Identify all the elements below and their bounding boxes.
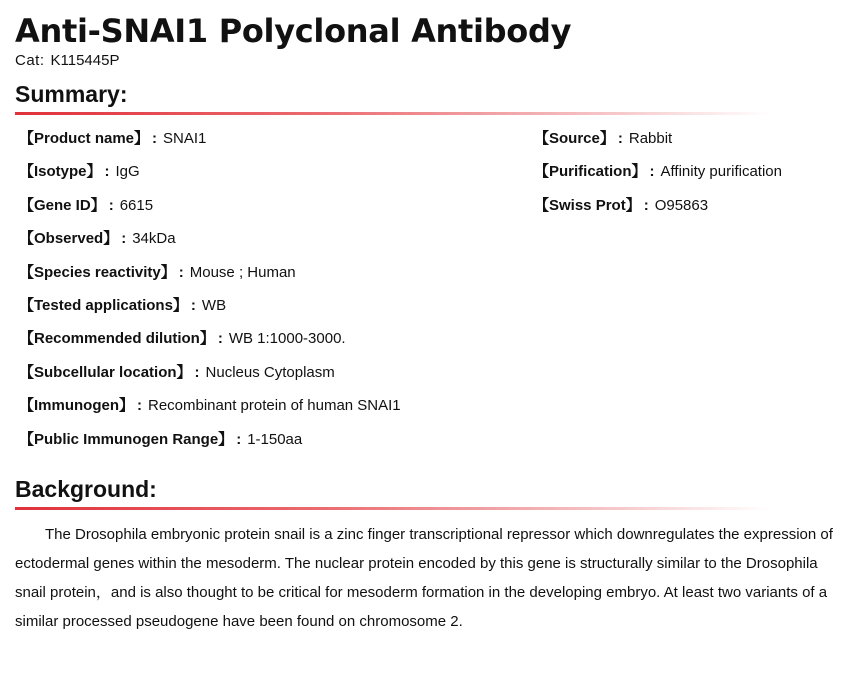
summary-left-column: [19, 129, 401, 463]
field-public-immunogen-range: 【Public Immunogen Range】 : 1-150aa: [19, 430, 303, 448]
field-isotype: 【Isotype】 : IgG: [19, 163, 140, 181]
background-divider: [15, 507, 770, 510]
summary-section: [15, 80, 835, 451]
field-immunogen: 【Immunogen】 : Recombinant protein of human SNAI1: [19, 397, 401, 415]
field-subcellular-location: 【Subcellular location】 : Nucleus Cytoplasm: [19, 363, 335, 381]
catalog-value: K115445P: [50, 52, 120, 69]
catalog-number: [15, 52, 835, 70]
page-title: Anti-SNAI1 Polyclonal Antibody: [15, 12, 572, 50]
background-paragraph: The Drosophila embryonic protein snail is a zinc finger transcriptional repressor which downregulates the expression of ectodermal genes within the mesoderm. The nuclear protein encoded by this gene is structurally similar to the Drosophila snail protein，and is also thought to be critical for mesoderm formation in the developing embryo. At least two variants of a similar processed pseudogene have been found on chromosome 2.: [15, 526, 833, 630]
field-source: 【Source】 : Rabbit: [534, 130, 673, 147]
field-product-name: 【Product name】 : SNAI1: [19, 130, 207, 147]
summary-right-column: [534, 129, 782, 229]
field-species-reactivity: 【Species reactivity】 : Mouse ; Human: [19, 263, 296, 281]
field-observed: 【Observed】 : 34kDa: [19, 230, 176, 248]
field-gene-id: 【Gene ID】 : 6615: [19, 196, 154, 214]
background-section: [15, 475, 835, 636]
field-swiss-prot: 【Swiss Prot】 : O95863: [534, 196, 709, 214]
catalog-label: Cat:: [15, 52, 45, 69]
background-heading: Background:: [15, 476, 157, 502]
product-datasheet: [15, 12, 835, 651]
field-recommended-dilution: 【Recommended dilution】 : WB 1:1000-3000.: [19, 330, 346, 348]
field-purification: 【Purification】 : Affinity purification: [534, 163, 782, 181]
field-tested-applications: 【Tested applications】 : WB: [19, 296, 227, 314]
summary-heading: Summary:: [15, 81, 128, 107]
